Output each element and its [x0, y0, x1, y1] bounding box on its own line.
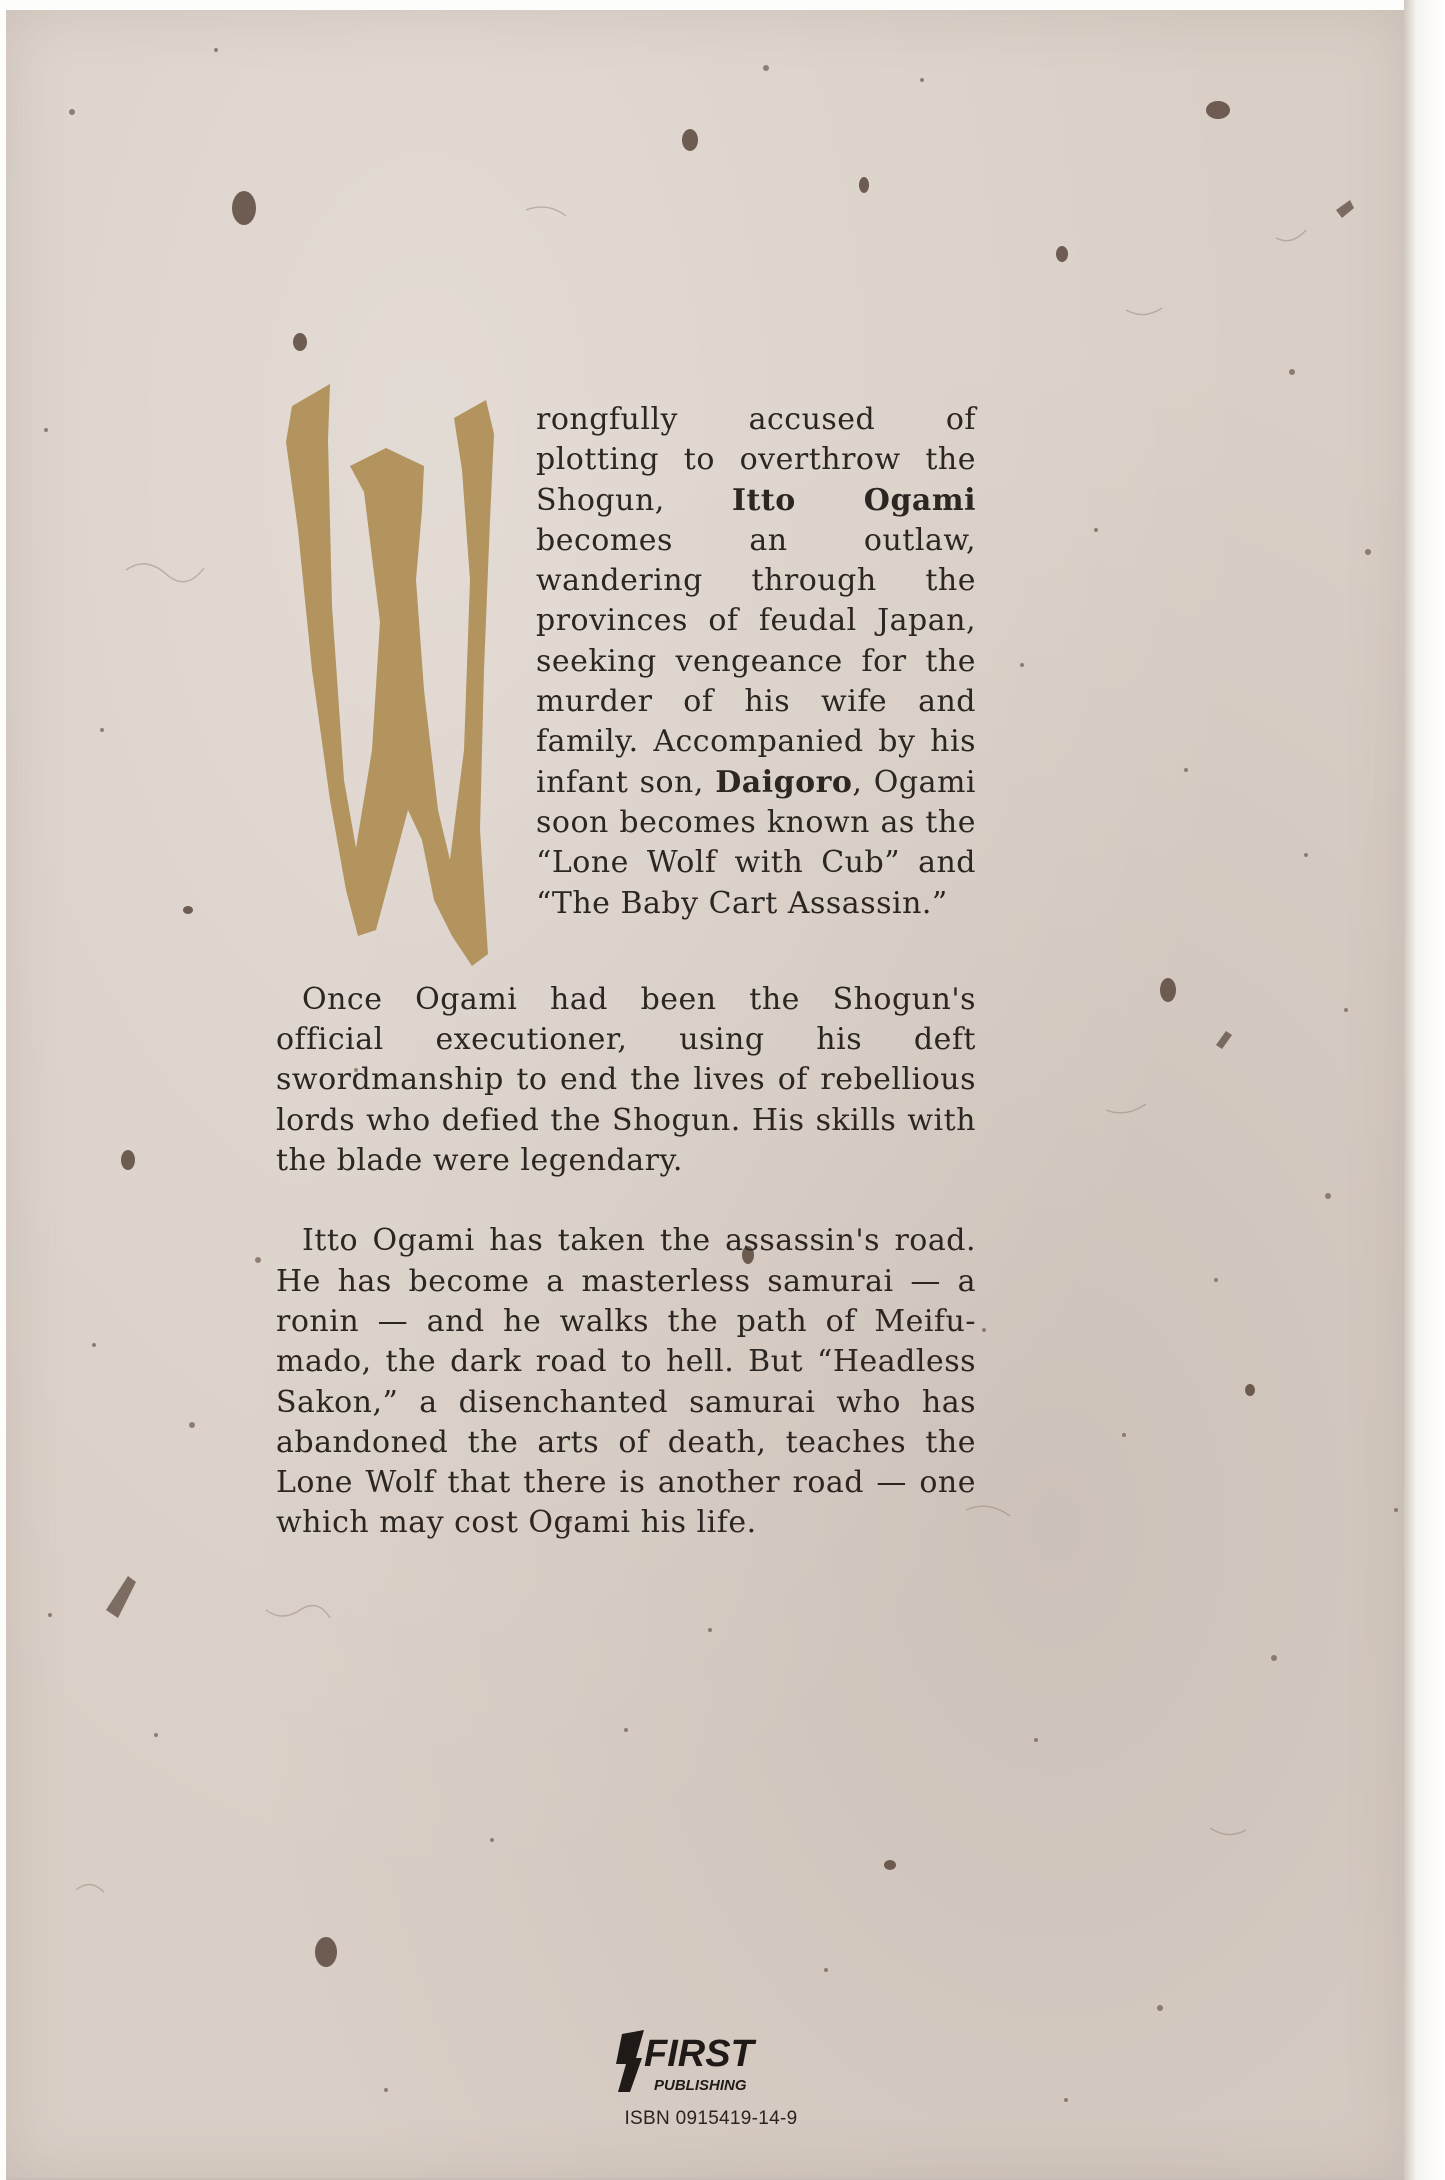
paragraph-1-text-b: becomes an outlaw, wandering through the provinces of feudal Japan, seeking vengeance for the murder of his wife and family. Accompanied by his infant son,: [536, 522, 976, 800]
character-name-itto-ogami: Itto Ogami: [731, 482, 976, 518]
isbn-number: ISBN 0915419-14-9: [624, 2108, 798, 2129]
paragraph-1-text-a: rongfully accused of plotting to overthrow the Shogun,: [536, 402, 976, 518]
cover-edge-background: [1404, 0, 1445, 2180]
synopsis-paragraph-2: Once Ogami had been the Shogun's official executioner, using his deft swordmanship to end the lives of rebellious lords who defied the Shogun. His skills with the blade were legendary.: [276, 981, 976, 1179]
synopsis-paragraph-3: Itto Ogami has taken the assassin's road. He has become a masterless samurai — a ronin — and he walks the path of Meifu-mado, the dark road to hell. But “Headless Sakon,” a disenchanted samurai who has abandoned the arts of death, teaches the Lone Wolf that there is another road — one which may cost Ogami his life.: [276, 1223, 976, 1541]
paragraph-1-text-c: , Ogami soon becomes known as the “Lone Wolf with Cub” and “The Baby Cart Assassin.”: [536, 764, 976, 921]
character-name-daigoro: Daigoro: [715, 764, 853, 800]
logo-word: FIRST: [644, 2033, 754, 2075]
publisher-logo: [614, 2028, 792, 2098]
logo-subtitle: PUBLISHING: [654, 2077, 747, 2094]
synopsis-paragraph-1: [536, 400, 976, 924]
synopsis-text: [276, 400, 976, 1544]
back-cover: [6, 10, 1408, 2180]
logo-figure-mark: [616, 2030, 644, 2092]
